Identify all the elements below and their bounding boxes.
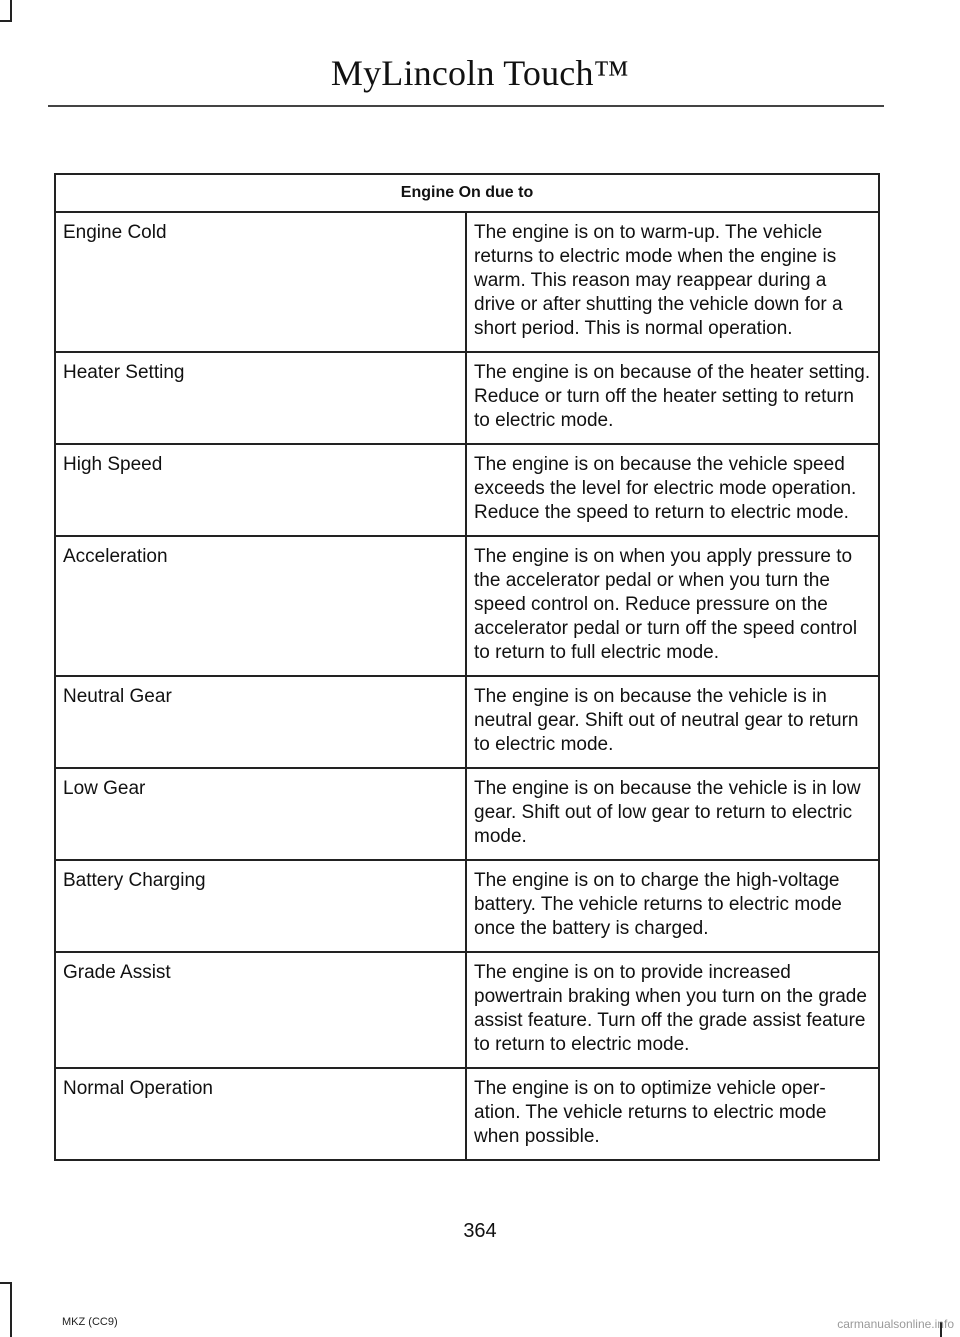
table-header-row bbox=[55, 174, 879, 212]
description-cell: The engine is on because the vehicle is in neutral gear. Shift out of neutral gear to return to electric mode. bbox=[466, 676, 879, 768]
table-row bbox=[55, 860, 879, 952]
description-cell: The engine is on to optimize vehicle oper-ation. The vehicle returns to electric mode when possible. bbox=[466, 1068, 879, 1160]
crop-mark bbox=[10, 1282, 12, 1337]
reason-cell: High Speed bbox=[55, 444, 466, 536]
crop-mark bbox=[0, 20, 12, 22]
reason-cell: Engine Cold bbox=[55, 212, 466, 352]
description-cell: The engine is on because the vehicle is in low gear. Shift out of low gear to return to electric mode. bbox=[466, 768, 879, 860]
description-cell: The engine is on when you apply pressure to the accelerator pedal or when you turn the speed control on. Reduce pressure on the accelerator pedal or turn off the speed control to return to full electric mode. bbox=[466, 536, 879, 676]
table-heading: Engine On due to bbox=[55, 174, 879, 212]
table-row bbox=[55, 676, 879, 768]
description-cell: The engine is on to provide increased powertrain braking when you turn on the grade assist feature. Turn off the grade assist feature to return to electric mode. bbox=[466, 952, 879, 1068]
reason-cell: Neutral Gear bbox=[55, 676, 466, 768]
table-row bbox=[55, 536, 879, 676]
model-code: MKZ (CC9) bbox=[62, 1316, 118, 1328]
page-title: MyLincoln Touch™ bbox=[330, 53, 630, 93]
reason-cell: Grade Assist bbox=[55, 952, 466, 1068]
table-row bbox=[55, 212, 879, 352]
description-cell: The engine is on because the vehicle speed exceeds the level for electric mode operation. Reduce the speed to return to electric mode. bbox=[466, 444, 879, 536]
description-cell: The engine is on to charge the high-voltage battery. The vehicle returns to electric mode once the battery is charged. bbox=[466, 860, 879, 952]
table-row bbox=[55, 1068, 879, 1160]
description-cell: The engine is on to warm-up. The vehicle returns to electric mode when the engine is warm. This reason may reappear during a drive or after shutting the vehicle down for a short period. This is normal operation. bbox=[466, 212, 879, 352]
table-row bbox=[55, 352, 879, 444]
description-cell: The engine is on because of the heater setting. Reduce or turn off the heater setting to return to electric mode. bbox=[466, 352, 879, 444]
engine-on-reasons-table bbox=[54, 173, 880, 1161]
table-row bbox=[55, 444, 879, 536]
reason-cell: Heater Setting bbox=[55, 352, 466, 444]
crop-mark bbox=[0, 1282, 12, 1284]
title-divider bbox=[48, 105, 884, 107]
reason-cell: Battery Charging bbox=[55, 860, 466, 952]
table-row bbox=[55, 952, 879, 1068]
reason-cell: Acceleration bbox=[55, 536, 466, 676]
reason-cell: Low Gear bbox=[55, 768, 466, 860]
watermark: carmanualsonline.info bbox=[837, 1317, 954, 1331]
table-row bbox=[55, 768, 879, 860]
crop-mark bbox=[10, 0, 12, 22]
page-number: 364 bbox=[463, 1220, 497, 1242]
reason-cell: Normal Operation bbox=[55, 1068, 466, 1160]
